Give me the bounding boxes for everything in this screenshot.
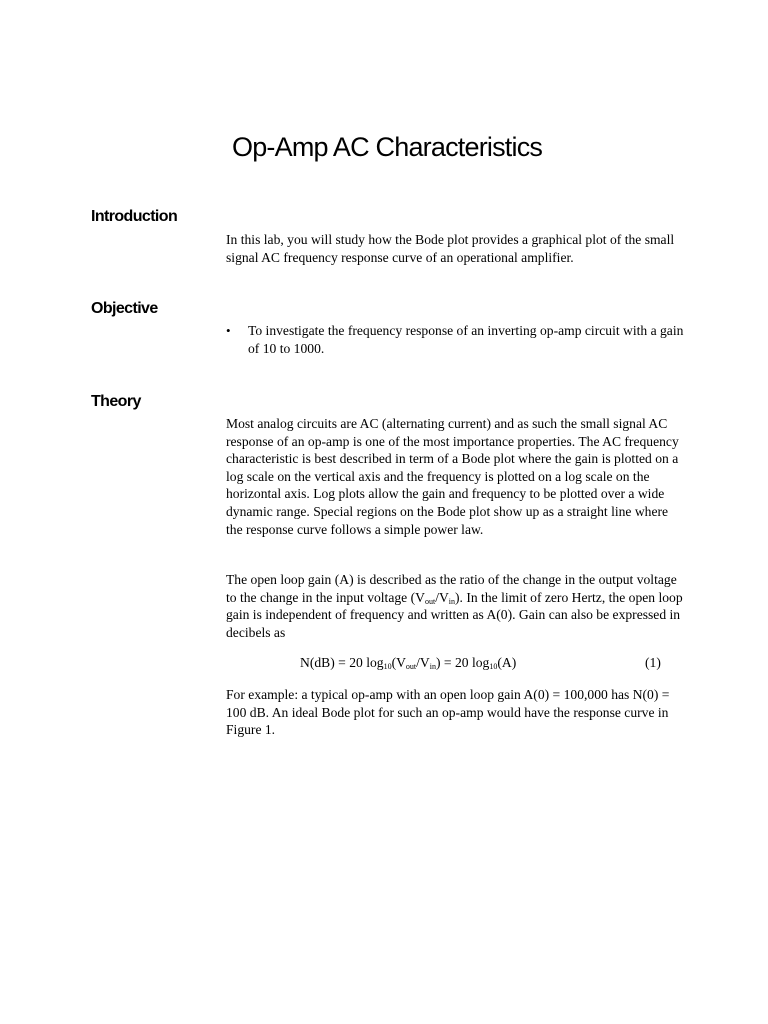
paragraph-2-part-2: ). In the limit of zero Hertz, the open loop gain is independent of frequency and written as A(0). Gain can also be expressed in decibels as <box>226 589 683 640</box>
paragraph-2-part-1: The open loop gain (A) is described as the ratio of the change in the output voltage to the change in the input voltage (V <box>226 572 677 605</box>
equation-open: (V <box>391 655 406 670</box>
objective-bullet-text: To investigate the frequency response of an inverting op-amp circuit with a gain of 10 to 1000. <box>248 323 684 356</box>
theory-paragraph-2 <box>226 571 686 641</box>
subscript-in: in <box>448 596 456 606</box>
equation-log-base-1: 10 <box>383 662 392 671</box>
equation-close: ) = 20 log <box>435 655 490 670</box>
equation-log-base-2: 10 <box>489 662 498 671</box>
equation-lhs: N(dB) = 20 log <box>300 655 384 670</box>
theory-paragraph-3: For example: a typical op-amp with an open loop gain A(0) = 100,000 has N(0) = 100 dB. An ideal Bode plot for such an op-amp would have the response curve in Figure 1. <box>226 687 670 738</box>
introduction-text: In this lab, you will study how the Bode plot provides a graphical plot of the small signal AC frequency response curve of an operational amplifier. <box>226 232 675 265</box>
equation-arg: (A) <box>497 655 517 670</box>
decibel-equation <box>300 654 670 672</box>
bullet-icon: • <box>226 323 231 338</box>
theory-paragraph-1: Most analog circuits are AC (alternating current) and as such the small signal AC response of an op-amp is one of the most importance properties. The AC frequency characteristic is best described in term of a Bode plot where the gain is plotted on a log scale on the vertical axis and the frequency is plotted on a log scale on the horizontal axis. Log plots allow the gain and frequency to be plotted over a wide dynamic range. Special regions on the Bode plot show up as a straight line where the response curve follows a simple power law. <box>226 416 679 537</box>
equation-slash: /V <box>416 655 430 670</box>
paragraph-2-slash: /V <box>435 589 449 605</box>
objective-heading: Objective <box>91 300 158 317</box>
equation-subscript-in: in <box>429 662 436 671</box>
document-title: Op-Amp AC Characteristics <box>232 132 543 162</box>
equation-number: (1) <box>645 655 661 670</box>
equation-subscript-out: out <box>405 662 417 671</box>
introduction-heading: Introduction <box>91 208 178 225</box>
subscript-out: out <box>424 596 436 606</box>
theory-heading: Theory <box>91 393 141 410</box>
